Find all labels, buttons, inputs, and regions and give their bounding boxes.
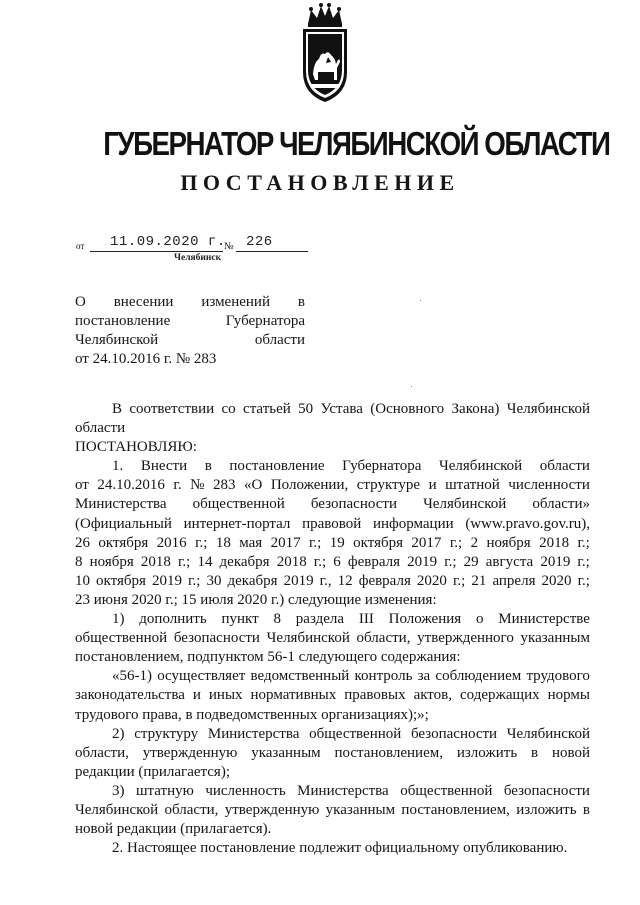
body-line: Челябинской области, утвержденную указанным постановлением, изложить в — [75, 801, 590, 818]
body-line: 1) дополнить пункт 8 раздела III Положения о Министерстве — [112, 611, 590, 628]
body-line: редакции (прилагается); — [75, 763, 230, 780]
body-line: 2. Настоящее постановление подлежит официальному опубликованию. — [112, 840, 568, 857]
subject-line: от 24.10.2016 г. № 283 — [75, 351, 217, 367]
body-line: 8 ноября 2018 г.; 14 декабря 2018 г.; 6 февраля 2019 г.; 29 августа 2019 г.; — [75, 553, 590, 570]
body-line: «56-1) осуществляет ведомственный контроль за соблюдением трудового — [112, 668, 590, 685]
city-name: Челябинск — [174, 253, 222, 263]
body-line: законодательства и иных нормативных правовых актов, содержащих нормы — [75, 687, 590, 704]
decree-body — [75, 400, 590, 858]
decree-date: 11.09.2020 г. — [110, 234, 226, 250]
number-underline — [236, 251, 308, 252]
body-line: новой редакции (прилагается). — [75, 821, 272, 838]
body-line: 1. Внести в постановление Губернатора Челябинской области — [112, 458, 590, 475]
body-line: 10 октября 2019 г.; 30 декабря 2019 г., 12 февраля 2020 г.; 21 апреля 2020 г.; — [75, 572, 590, 589]
body-line: 26 октября 2016 г.; 18 мая 2017 г.; 19 октября 2017 г.; 2 ноября 2018 г.; — [75, 534, 590, 551]
from-label: от — [76, 241, 85, 251]
body-line: от 24.10.2016 г. № 283 «О Положении, структуре и штатной численности — [75, 477, 590, 494]
subject-line: О внесении изменений в — [75, 294, 305, 310]
decree-number: 226 — [246, 234, 273, 250]
date-underline — [90, 251, 223, 252]
body-line: Министерства общественной безопасности Челябинской области» — [75, 496, 590, 513]
scan-speck — [411, 386, 412, 387]
body-line: области — [75, 420, 126, 437]
scan-speck — [420, 300, 421, 301]
decree-subject — [75, 293, 305, 369]
body-line: 2) структуру Министерства общественной безопасности Челябинской — [112, 725, 590, 742]
subject-line: постановление Губернатора — [75, 313, 305, 329]
subject-line: Челябинской области — [75, 332, 305, 348]
number-label: № — [224, 241, 234, 252]
authority-title: ГУБЕРНАТОР ЧЕЛЯБИНСКОЙ ОБЛАСТИ — [103, 125, 610, 162]
body-line: ПОСТАНОВЛЯЮ: — [75, 439, 197, 456]
body-line: 3) штатную численность Министерства общественной безопасности — [112, 782, 590, 799]
body-line: (Официальный интернет-портал правовой информации (www.pravo.gov.ru), — [75, 515, 590, 532]
body-line: В соответствии со статьей 50 Устава (Основного Закона) Челябинской — [112, 401, 590, 417]
coat-of-arms-icon — [295, 2, 355, 106]
body-line: общественной безопасности Челябинской области, утвержденного указанным — [75, 630, 590, 647]
body-line: области, утвержденную указанным постановлением, изложить в новой — [75, 744, 590, 761]
body-line: 23 июня 2020 г.; 15 июля 2020 г.) следующие изменения: — [75, 591, 437, 608]
document-type-title: ПОСТАНОВЛЕНИЕ — [180, 170, 460, 195]
body-line: постановлением, подпунктом 56-1 следующего содержания: — [75, 649, 461, 666]
body-line: трудового права, в подведомственных организациях);»; — [75, 706, 429, 723]
